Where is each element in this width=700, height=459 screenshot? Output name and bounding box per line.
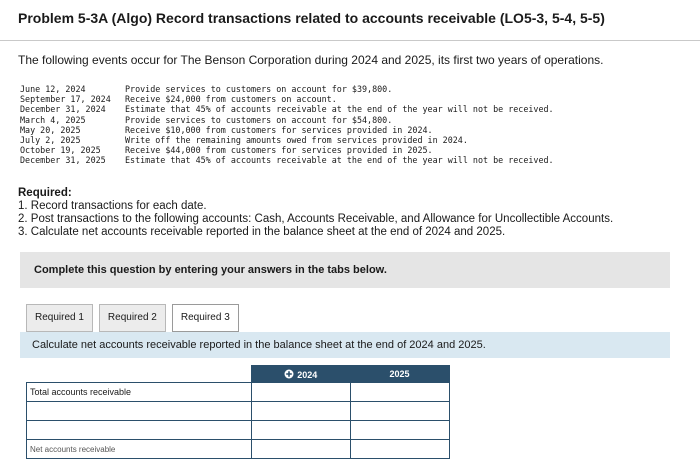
event-date: December 31, 2025 [20,155,106,166]
instruction-banner: Complete this question by entering your answers in the tabs below. [20,252,670,288]
net-2024-cell[interactable] [251,440,350,459]
tab-required-2[interactable]: Required 2 [99,304,166,332]
row-label-input-field[interactable] [27,405,251,420]
row3-2024-cell[interactable] [251,421,350,440]
table-header-row [27,366,450,383]
event-date: May 20, 2025 [20,124,81,135]
tab-bar [26,304,239,332]
table-row [27,402,450,421]
event-date: September 17, 2024 [20,94,111,105]
row-label-total-text: Total accounts receivable [30,387,132,397]
total-2024-cell[interactable] [251,383,350,402]
event-row [20,115,554,125]
row-label-net [27,440,252,459]
event-date: June 12, 2024 [20,84,86,94]
header-blank [27,366,252,383]
row2-2025-input[interactable] [351,405,449,420]
event-text: Provide services to customers on account for $39,800. [125,84,393,94]
event-text: Estimate that 45% of accounts receivable at the end of the year will not be received. [125,155,554,166]
row-label-input[interactable] [27,421,252,440]
title-divider [0,40,700,41]
table-row [27,421,450,440]
plus-icon [284,369,294,379]
intro-text: The following events occur for The Benson Corporation during 2024 and 2025, its first two years of operations. [18,53,604,67]
event-row [20,84,554,94]
event-text: Receive $10,000 from customers for services provided in 2024. [125,124,433,135]
total-2024-input[interactable] [252,386,350,401]
required-item: 2. Post transactions to the following accounts: Cash, Accounts Receivable, and Allowance for Uncollectible Accounts. [18,213,614,225]
required-heading: Required: [18,187,72,199]
answer-table [26,365,450,459]
event-list [20,84,554,166]
event-text: Write off the remaining amounts owed from services provided in 2024. [125,135,468,146]
event-row [20,135,554,145]
row2-2025-cell[interactable] [350,402,449,421]
event-date: July 2, 2025 [20,135,81,146]
net-2025-cell[interactable] [350,440,449,459]
row-label-total [27,383,252,402]
event-row [20,94,554,104]
event-text: Estimate that 45% of accounts receivable at the end of the year will not be received. [125,104,554,115]
tab-required-3[interactable]: Required 3 [172,304,239,332]
event-text: Receive $24,000 from customers on account. [125,94,337,105]
event-row [20,125,554,135]
row-label-input-field[interactable] [27,424,251,439]
event-text: Provide services to customers on account for $54,800. [125,114,393,125]
event-date: October 19, 2025 [20,145,101,156]
net-2024-input[interactable] [252,443,350,458]
table-row [27,440,450,459]
event-date: March 4, 2025 [20,114,86,125]
total-2025-input[interactable] [351,386,449,401]
required-section [18,187,613,239]
page-title: Problem 5-3A (Algo) Record transactions related to accounts receivable (LO5-3, 5-4, 5-5) [18,10,605,26]
row3-2024-input[interactable] [252,424,350,439]
required-item: 1. Record transactions for each date. [18,200,207,212]
event-row [20,155,554,165]
table-row [27,383,450,402]
tab-required-1[interactable]: Required 1 [26,304,93,332]
row-label-net-text: Net accounts receivable [30,444,116,454]
row3-2025-cell[interactable] [350,421,449,440]
event-row [20,145,554,155]
event-date: December 31, 2024 [20,104,106,115]
row2-2024-input[interactable] [252,405,350,420]
header-2025: 2025 [350,366,449,383]
net-2025-input[interactable] [351,443,449,458]
header-2024-label: 2024 [297,369,318,380]
required-item: 3. Calculate net accounts receivable reported in the balance sheet at the end of 2024 and 2025. [18,226,506,238]
total-2025-cell[interactable] [350,383,449,402]
header-2024 [251,366,350,383]
row3-2025-input[interactable] [351,424,449,439]
event-row [20,104,554,114]
question-banner: Calculate net accounts receivable reported in the balance sheet at the end of 2024 and 2025. [20,332,670,358]
row2-2024-cell[interactable] [251,402,350,421]
row-label-input[interactable] [27,402,252,421]
event-text: Receive $44,000 from customers for services provided in 2025. [125,145,433,156]
